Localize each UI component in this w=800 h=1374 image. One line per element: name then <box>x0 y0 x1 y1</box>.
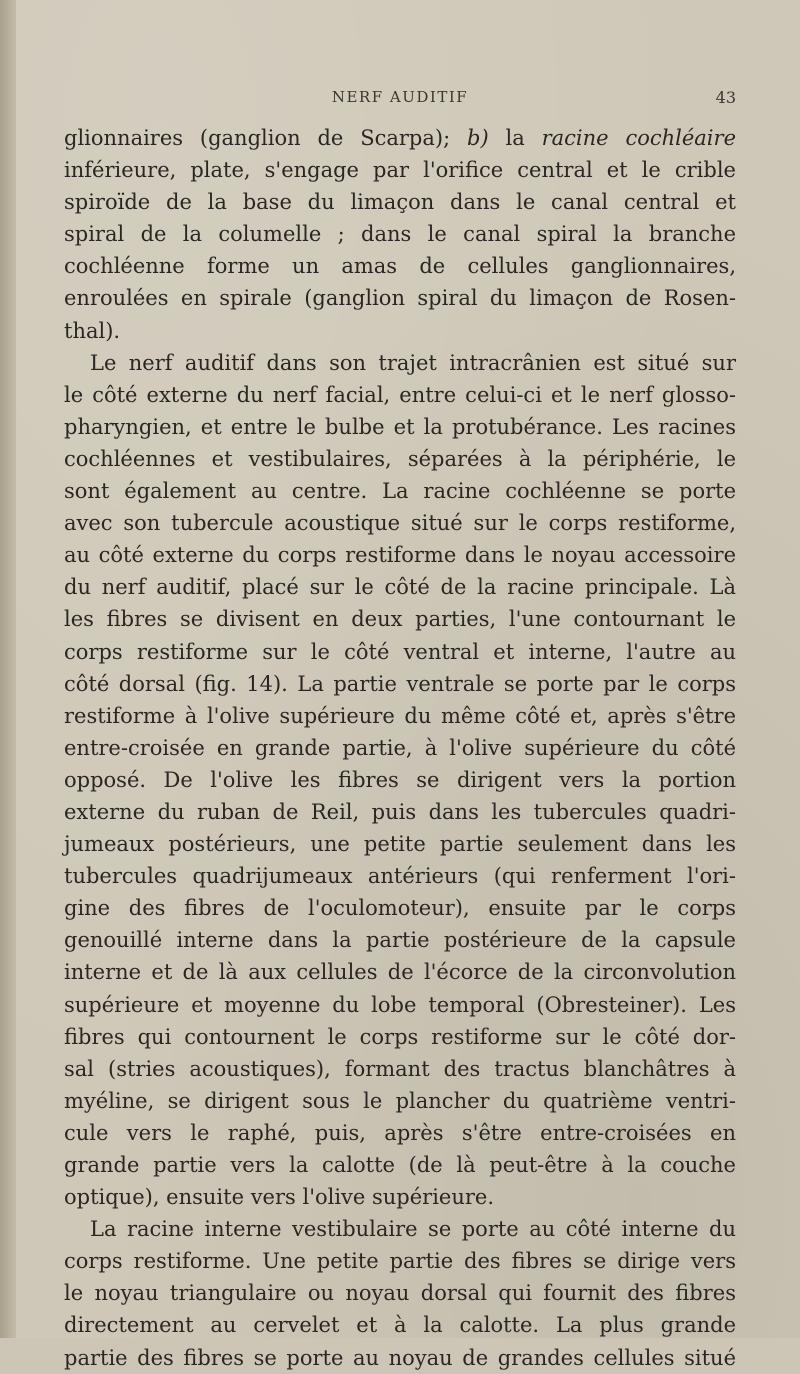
paragraph-start-line: Le nerf auditif dans son trajet intracrânien est situé sur <box>90 350 736 375</box>
text-line: les fibres se divisent en deux parties, l'une contournant le <box>64 607 736 632</box>
text-line: grande partie vers la calotte (de là peut-être à la couche <box>64 1153 736 1177</box>
text-line: myéline, se dirigent sous le plancher du quatrième ventri- <box>64 1088 736 1113</box>
text-line: gine des fibres de l'oculomoteur), ensuite par le corps <box>64 896 736 921</box>
running-title: NERF AUDITIF <box>331 88 469 106</box>
text-line: directement au cervelet et à la calotte. La plus grande <box>64 1313 736 1338</box>
page-number: 43 <box>715 88 736 107</box>
text-line: corps restiforme. Une petite partie des fibres se dirige vers <box>64 1249 736 1274</box>
text-line: genouillé interne dans la partie postérieure de la capsule <box>64 928 736 953</box>
page-header <box>64 88 736 116</box>
text-line: avec son tubercule acoustique situé sur le corps restiforme, <box>64 511 736 536</box>
text-line: cule vers le raphé, puis, après s'être entre-croisées en <box>64 1120 736 1145</box>
text-line: partie des fibres se porte au noyau de grandes cellules situé <box>64 1345 736 1370</box>
text-line: restiforme à l'olive supérieure du même côté et, après s'être <box>64 703 736 728</box>
text-line: entre-croisée en grande partie, à l'olive supérieure du côté <box>64 735 736 760</box>
body-text <box>64 122 736 1374</box>
text-line: cochléennes et vestibulaires, séparées à la périphérie, le <box>64 446 736 471</box>
text-line: sal (stries acoustiques), formant des tractus blanchâtres à <box>64 1056 736 1081</box>
text-line: le noyau triangulaire ou noyau dorsal qui fournit des fibres <box>64 1281 736 1306</box>
text-line: le côté externe du nerf facial, entre celui-ci et le nerf glosso- <box>64 382 736 407</box>
text-line: supérieure et moyenne du lobe temporal (Obresteiner). Les <box>64 992 736 1017</box>
text-line: côté dorsal (fig. 14). La partie ventrale se porte par le corps <box>64 671 736 696</box>
text-line: optique), ensuite vers l'olive supérieure. <box>64 1185 495 1210</box>
text-line: tubercules quadrijumeaux antérieurs (qui renferment l'ori- <box>64 864 736 889</box>
paragraph-start-line: La racine interne vestibulaire se porte au côté interne du <box>90 1217 736 1242</box>
text-line: interne et de là aux cellules de l'écorce de la circonvolution <box>64 960 736 985</box>
text-line: sont également au centre. La racine cochléenne se porte <box>64 479 736 504</box>
text-line: au côté externe du corps restiforme dans le noyau accessoire <box>64 543 736 568</box>
text-line: thal). <box>64 318 121 343</box>
text-line: du nerf auditif, placé sur le côté de la racine principale. Là <box>64 575 736 600</box>
text-line: inférieure, plate, s'engage par l'orifice central et le crible <box>64 158 736 183</box>
text-line: externe du ruban de Reil, puis dans les tubercules quadri- <box>64 799 736 824</box>
text-line: pharyngien, et entre le bulbe et la protubérance. Les racines <box>64 414 736 439</box>
text-line: enroulées en spirale (ganglion spiral du limaçon de Rosen- <box>64 286 736 311</box>
text-line: corps restiforme sur le côté ventral et interne, l'autre au <box>64 639 736 664</box>
text-line: glionnaires (ganglion de Scarpa); b) la racine cochléaire <box>64 126 736 150</box>
text-line: jumeaux postérieurs, une petite partie seulement dans les <box>64 832 736 857</box>
text-line: spiroïde de la base du limaçon dans le canal central et <box>64 190 736 215</box>
text-line: cochléenne forme un amas de cellules ganglionnaires, <box>64 254 736 279</box>
text-line: spiral de la columelle ; dans le canal spiral la branche <box>64 222 736 247</box>
page-binding-edge <box>0 0 16 1338</box>
text-line: opposé. De l'olive les fibres se dirigent vers la portion <box>64 767 736 792</box>
text-line: fibres qui contournent le corps restiforme sur le côté dor- <box>64 1024 736 1049</box>
